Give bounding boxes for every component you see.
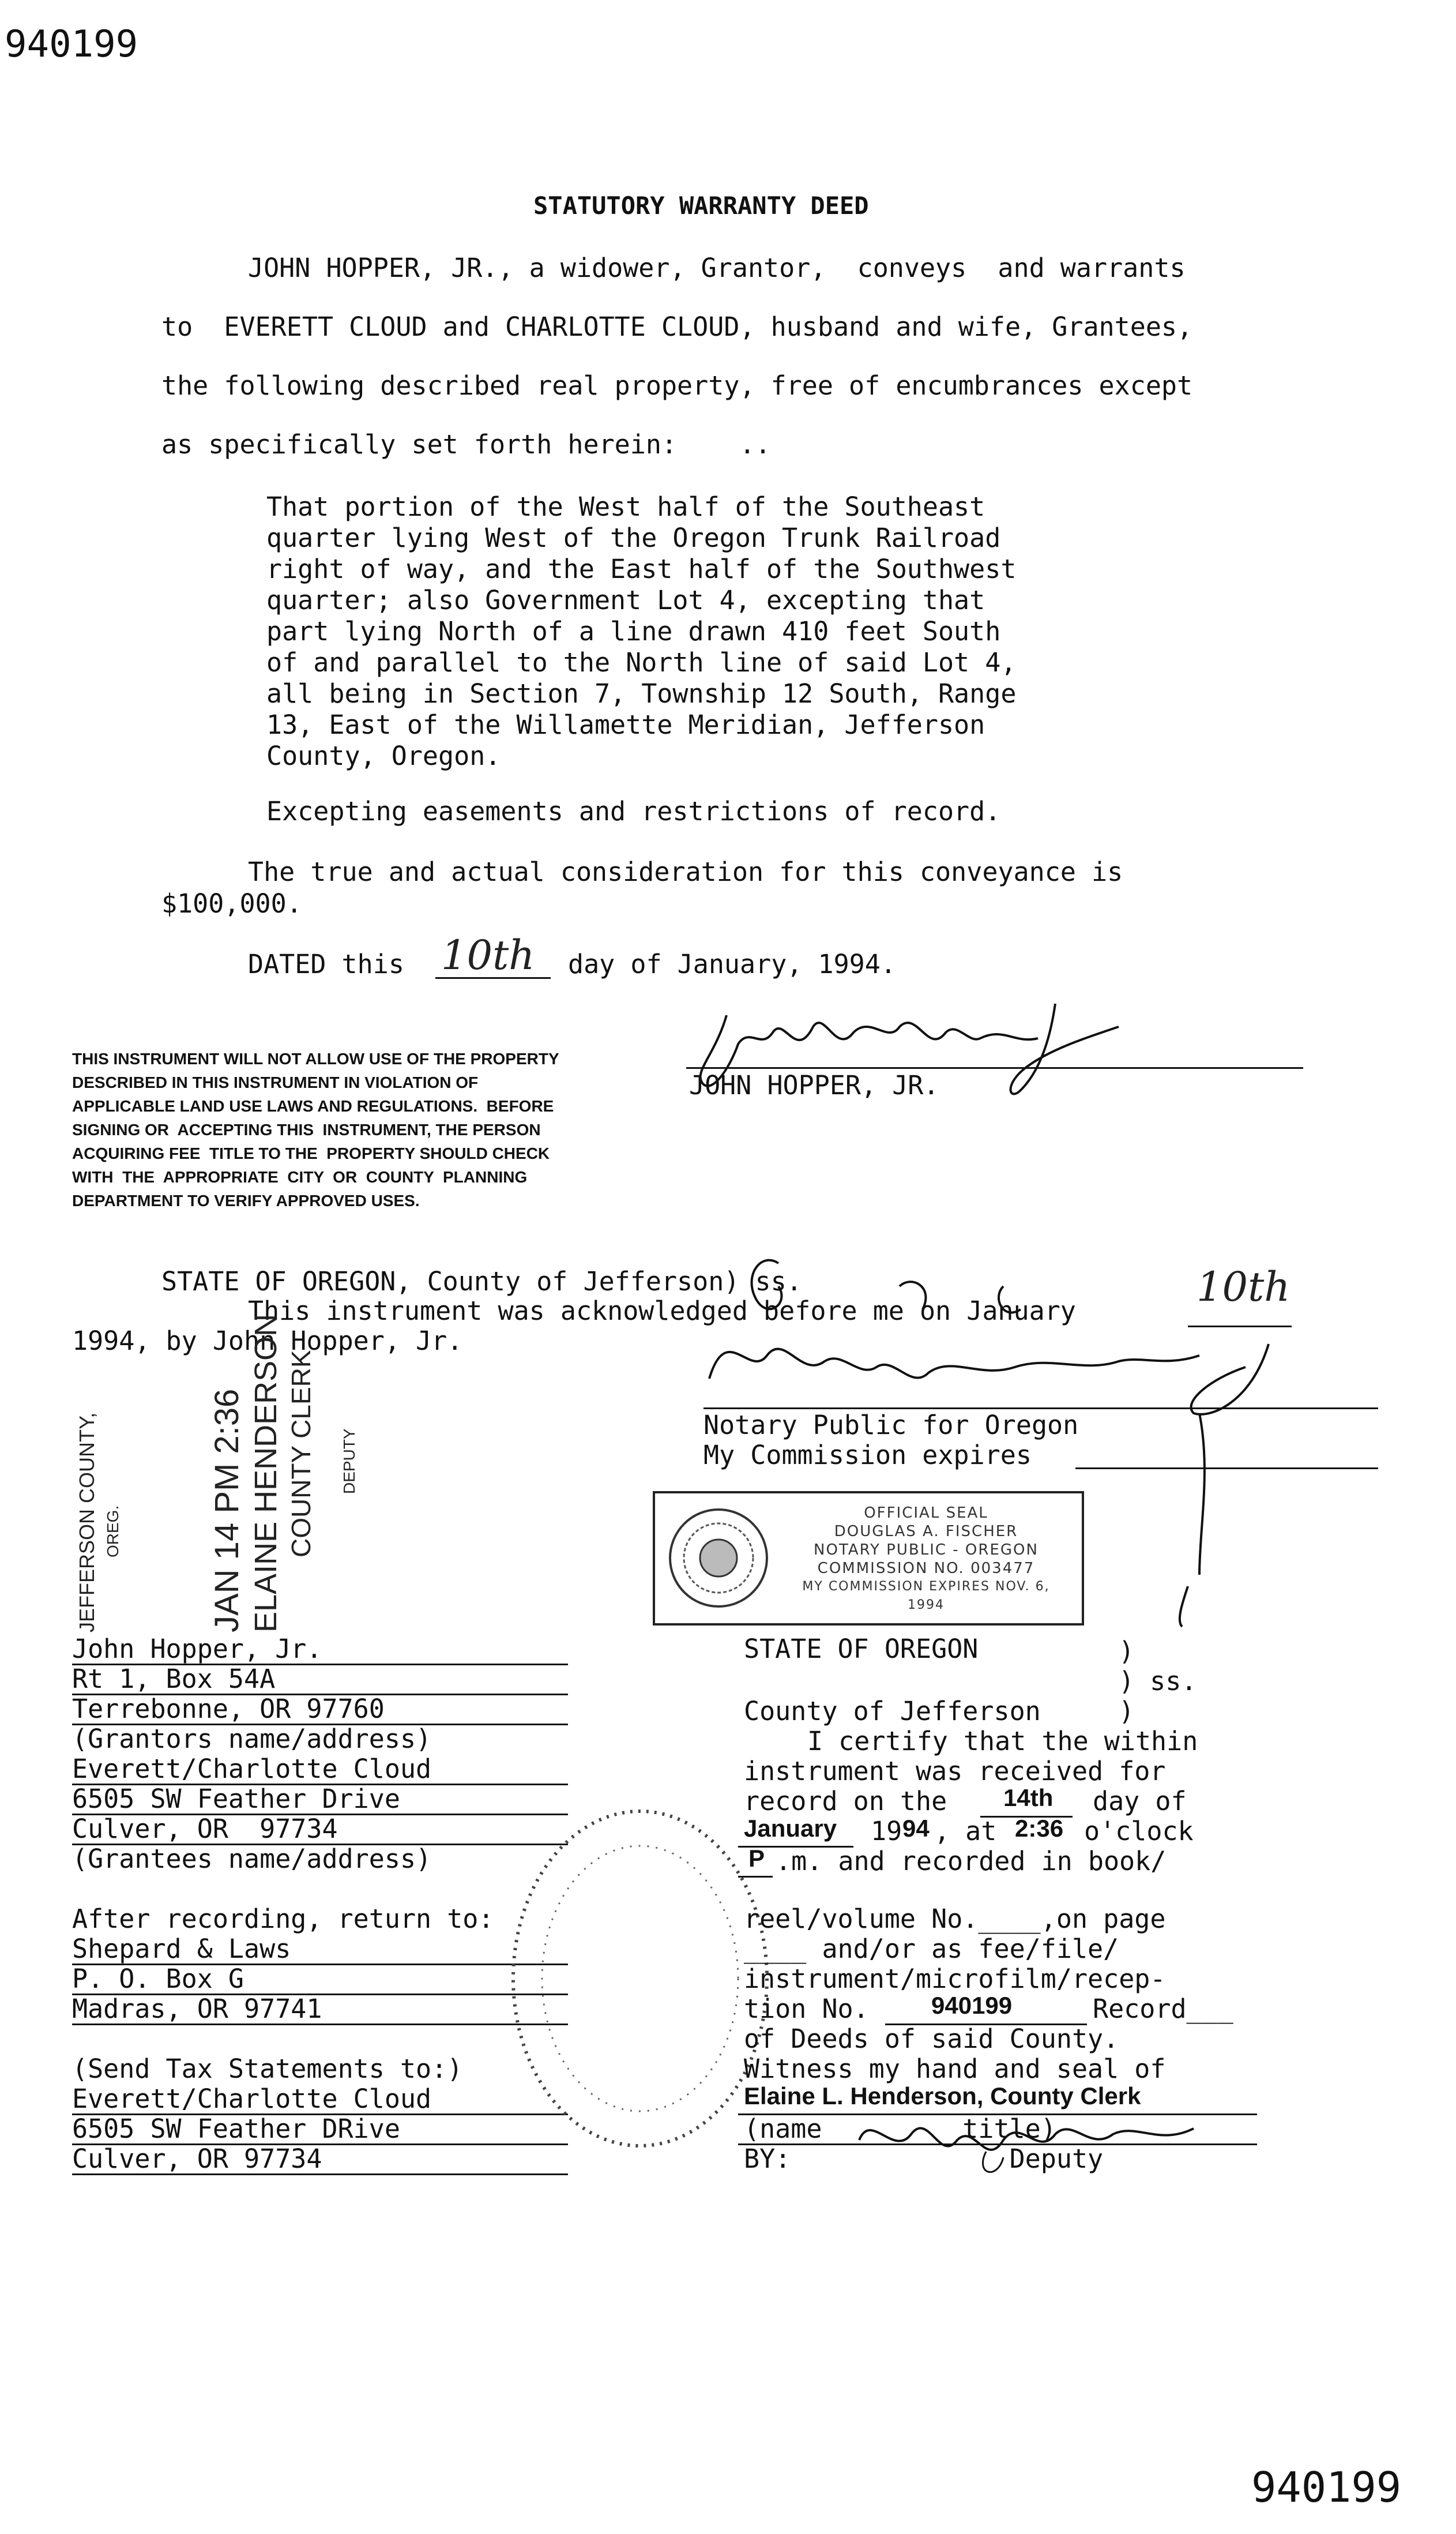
intro-line-4: as specifically set forth herein: ..	[161, 429, 771, 460]
rec-line-3b: day of	[1093, 1786, 1187, 1816]
rec-line-4b: , at	[934, 1816, 997, 1846]
rec-ampm: P	[748, 1845, 765, 1872]
return-caption: After recording, return to:	[72, 1904, 494, 1934]
rec-line-1: I certify that the within	[807, 1726, 1198, 1756]
rec-line-7: ____ and/or as fee/file/	[744, 1934, 1119, 1964]
notice-line: SIGNING OR ACCEPTING THIS INSTRUMENT, THE PERSON	[72, 1121, 541, 1139]
legal-line: That portion of the West half of the Southeast	[266, 491, 985, 522]
rec-state: STATE OF OREGON	[744, 1634, 979, 1664]
underline	[72, 2024, 568, 2025]
rec-month: January	[744, 1815, 837, 1842]
commission-expires-line	[1075, 1467, 1378, 1469]
dated-suffix: day of January, 1994.	[568, 949, 896, 979]
grantee-address-1: 6505 SW Feather Drive	[72, 1784, 400, 1814]
bottom-document-number: 940199	[1251, 2463, 1402, 2512]
notary-stamp	[653, 1491, 1084, 1625]
rec-record-number: 940199	[931, 1992, 1013, 2019]
rec-clerk: Elaine L. Henderson, County Clerk	[744, 2082, 1141, 2109]
rec-ss: ) ss.	[1119, 1666, 1197, 1696]
rec-line-11: Witness my hand and seal of	[744, 2054, 1166, 2084]
intro-line-2: to EVERETT CLOUD and CHARLOTTE CLOUD, husband and wife, Grantees,	[161, 311, 1193, 342]
tax-name: Everett/Charlotte Cloud	[72, 2083, 432, 2114]
dated-day-underline	[435, 977, 551, 979]
rec-line-12: (name title)	[744, 2113, 1056, 2144]
grantee-name: Everett/Charlotte Cloud	[72, 1754, 432, 1784]
rec-paren: )	[1119, 1636, 1135, 1666]
grantor-signature-label: JOHN HOPPER, JR.	[689, 1070, 939, 1101]
rec-line-9a: tion No.	[744, 1994, 869, 2024]
filing-stamp-line-5: COUNTY CLERK	[286, 1350, 316, 1557]
rec-line-3a: record on the	[744, 1786, 947, 1816]
ack-line-2: This instrument was acknowledged before me on January	[248, 1296, 1076, 1326]
filing-stamp-line-2: OREG.	[104, 1505, 122, 1557]
filing-stamp-line-4: ELAINE HENDERSON	[249, 1313, 283, 1632]
notary-line-2: My Commission expires	[703, 1440, 1032, 1470]
legal-line: 13, East of the Willamette Meridian, Jefferson	[266, 709, 985, 740]
stamp-line: MY COMMISSION EXPIRES NOV. 6, 1994	[802, 1579, 1050, 1612]
grantor-address-1: Rt 1, Box 54A	[72, 1664, 276, 1694]
grantee-caption: (Grantees name/address)	[72, 1844, 432, 1874]
intro-line-3: the following described real property, free of encumbrances except	[161, 370, 1193, 401]
legal-line: quarter lying West of the Oregon Trunk Railroad	[266, 523, 1001, 553]
notice-line: WITH THE APPROPRIATE CITY OR COUNTY PLANNING	[72, 1168, 528, 1186]
filing-stamp-line-3: JAN 14 PM 2:36	[208, 1388, 246, 1632]
grantee-address-2: Culver, OR 97734	[72, 1814, 338, 1844]
top-document-number: 940199	[5, 23, 138, 66]
notice-line: THIS INSTRUMENT WILL NOT ALLOW USE OF THE PROPERTY	[72, 1050, 559, 1068]
rec-county: County of Jefferson	[744, 1696, 1041, 1726]
rec-line-13: BY: Deputy	[744, 2143, 1104, 2174]
legal-description	[266, 491, 1016, 772]
notice-line: DEPARTMENT TO VERIFY APPROVED USES.	[72, 1192, 420, 1210]
rec-line-10: of Deeds of said County.	[744, 2024, 1119, 2054]
notice-line: DESCRIBED IN THIS INSTRUMENT IN VIOLATION OF	[72, 1073, 479, 1091]
legal-line: County, Oregon.	[266, 741, 501, 771]
rec-line-2: instrument was received for	[744, 1756, 1166, 1786]
rec-line-9b: Record___	[1093, 1994, 1233, 2024]
notary-stamp-text	[782, 1504, 1070, 1615]
rec-line-5: .m. and recorded in book/	[776, 1846, 1167, 1876]
grantor-caption: (Grantors name/address)	[72, 1724, 432, 1754]
intro-line-1: JOHN HOPPER, JR., a widower, Grantor, conveys and warrants	[248, 253, 1186, 283]
ack-day-handwritten: 10th	[1197, 1263, 1291, 1311]
notice-line: ACQUIRING FEE TITLE TO THE PROPERTY SHOULD CHECK	[72, 1144, 550, 1162]
rec-line-8: instrument/microfilm/recep-	[744, 1964, 1166, 1994]
deed-title: STATUTORY WARRANTY DEED	[533, 192, 869, 220]
rec-time: 2:36	[1015, 1815, 1064, 1842]
ack-line-1: STATE OF OREGON, County of Jefferson) ss.	[161, 1266, 802, 1297]
rec-year: 94	[902, 1815, 930, 1842]
tax-address-2: Culver, OR 97734	[72, 2143, 322, 2174]
rec-line-4c: o'clock	[1084, 1816, 1194, 1846]
exceptions-text: Excepting easements and restrictions of record.	[266, 796, 1001, 827]
rec-day: 14th	[1003, 1784, 1054, 1811]
legal-line: part lying North of a line drawn 410 feet South	[266, 616, 1001, 647]
rec-line-6: reel/volume No.____,on page	[744, 1904, 1166, 1934]
stamp-line: OFFICIAL SEAL	[864, 1504, 988, 1522]
legal-line: of and parallel to the North line of said Lot 4,	[266, 647, 1017, 678]
dated-day-handwritten: 10th	[441, 932, 535, 979]
rec-line-4a: 19	[871, 1816, 902, 1846]
notice-line: APPLICABLE LAND USE LAWS AND REGULATIONS. BEFORE	[72, 1097, 554, 1115]
tax-caption: (Send Tax Statements to:)	[72, 2054, 463, 2084]
underline	[72, 2173, 568, 2175]
underline	[738, 1876, 773, 1878]
legal-line: all being in Section 7, Township 12 South, Range	[266, 678, 1017, 709]
consideration-amount: $100,000.	[161, 888, 302, 919]
filing-stamp-line-6: DEPUTY	[340, 1428, 358, 1494]
legal-line: right of way, and the East half of the Southwest	[266, 554, 1017, 584]
legal-line: quarter; also Government Lot 4, excepting that	[266, 585, 985, 615]
grantor-name: John Hopper, Jr.	[72, 1634, 322, 1664]
return-address-1: P. O. Box G	[72, 1964, 244, 1994]
grantor-signature-line	[686, 1067, 1303, 1069]
stamp-line: COMMISSION NO. 003477	[817, 1560, 1035, 1577]
stamp-line: NOTARY PUBLIC - OREGON	[814, 1541, 1039, 1559]
stamp-line: DOUGLAS A. FISCHER	[834, 1523, 1018, 1540]
grantor-address-2: Terrebonne, OR 97760	[72, 1694, 385, 1724]
rec-county-paren: )	[1119, 1696, 1135, 1726]
filing-stamp-line-1: JEFFERSON COUNTY,	[75, 1412, 99, 1632]
ack-line-3: 1994, by John Hopper, Jr.	[72, 1326, 463, 1356]
tax-address-1: 6505 SW Feather DRive	[72, 2113, 400, 2144]
return-address-2: Madras, OR 97741	[72, 1994, 322, 2024]
notary-seal-icon	[667, 1506, 770, 1610]
return-name: Shepard & Laws	[72, 1934, 291, 1964]
consideration-line-1: The true and actual consideration for this conveyance is	[248, 857, 1123, 887]
land-use-notice	[72, 1047, 559, 1212]
notary-signature-line	[703, 1407, 1378, 1409]
dated-prefix: DATED this	[248, 949, 404, 979]
county-seal-icon	[496, 1800, 784, 2157]
notary-line-1: Notary Public for Oregon	[703, 1410, 1079, 1440]
